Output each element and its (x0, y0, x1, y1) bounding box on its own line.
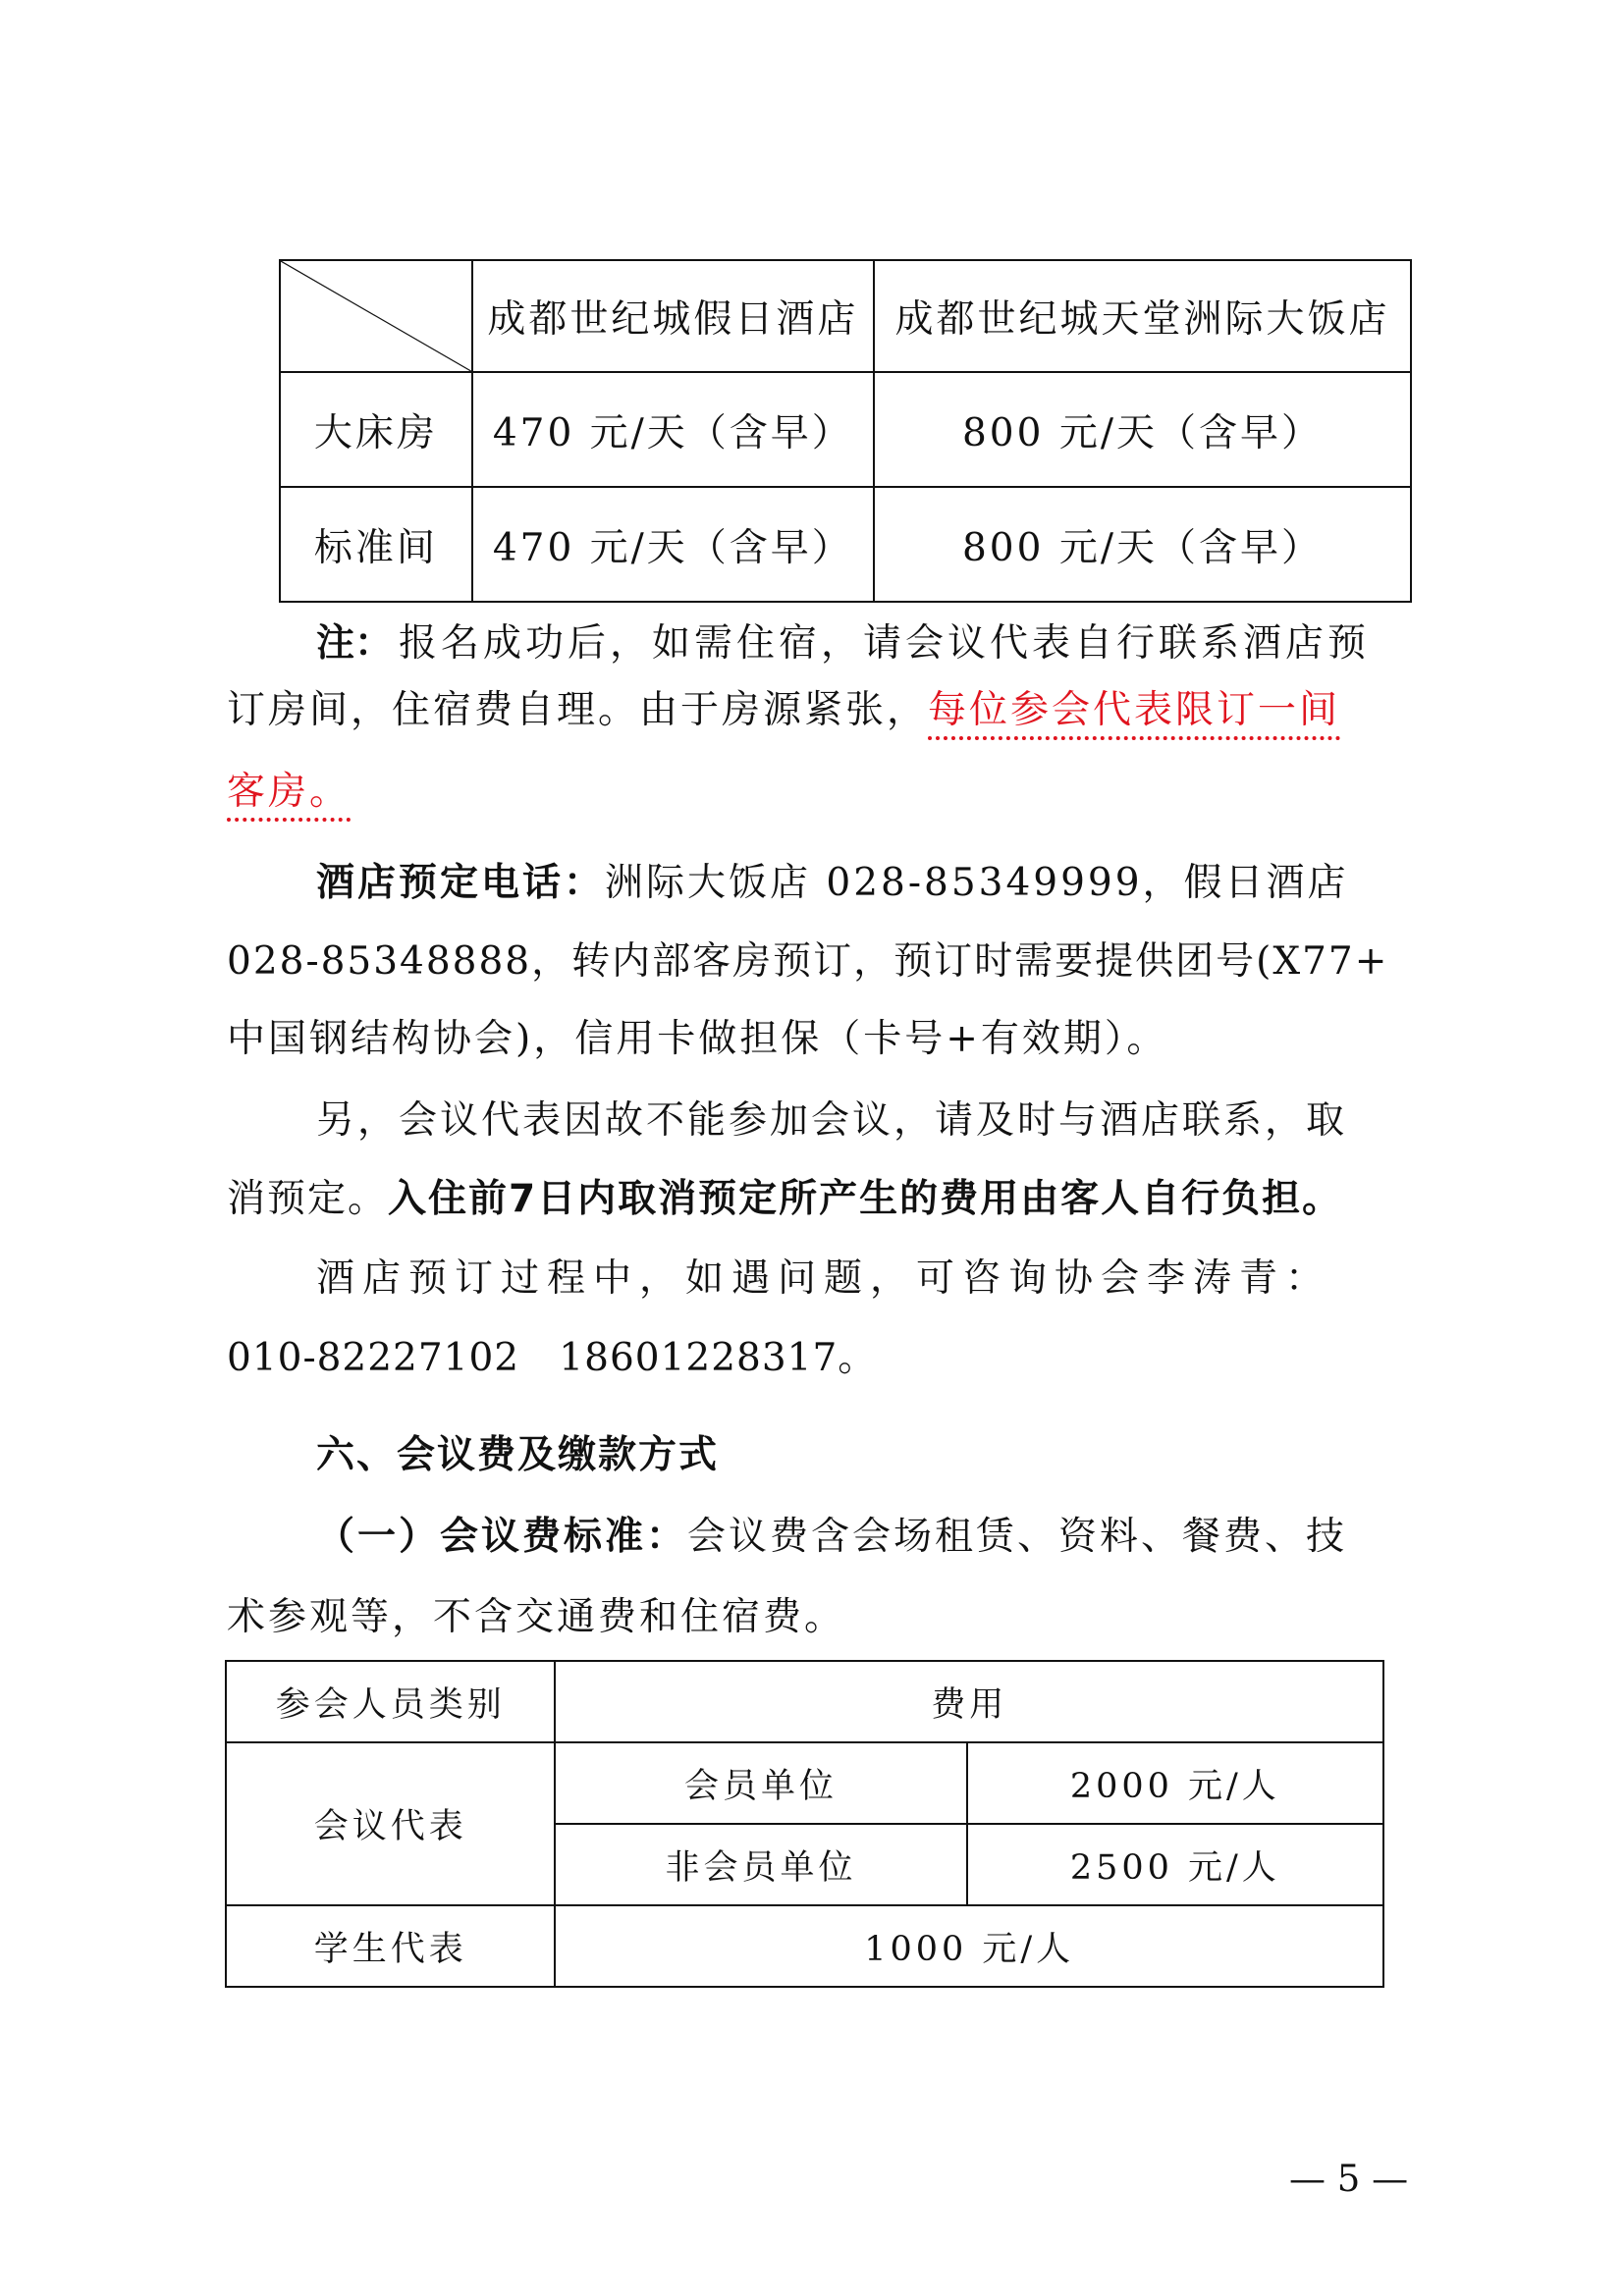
fee-standard-label: （一）会议费标准： (316, 1515, 688, 1559)
intercontinental-price: 800 元/天（含早） (874, 372, 1411, 487)
table-row (226, 1742, 1383, 1824)
hotel-holiday-inn-header: 成都世纪城假日酒店 (472, 260, 874, 372)
note-text-2: 订房间，住宿费自理。由于房源紧张， (227, 688, 929, 732)
note-line-1 (316, 619, 1411, 668)
room-type-label: 标准间 (280, 487, 472, 602)
cancel-text: 消预定。 (227, 1177, 389, 1221)
member-unit-fee: 2000 元/人 (967, 1742, 1383, 1824)
student-label: 学生代表 (226, 1905, 555, 1987)
fee-header: 费用 (555, 1661, 1383, 1742)
note-text-1: 报名成功后，如需住宿，请会议代表自行联系酒店预 (399, 621, 1371, 666)
booking-line-1 (316, 859, 1349, 908)
cancel-line-2 (227, 1175, 1342, 1224)
fee-standard-text: 会议费含会场租赁、资料、餐费、技 (687, 1515, 1348, 1559)
table-row (226, 1905, 1383, 1987)
section-6-heading: 六、会议费及缴款方式 (316, 1433, 720, 1477)
member-unit-label: 会员单位 (555, 1742, 966, 1824)
note-line-2 (227, 686, 1411, 735)
note-line-3 (227, 768, 351, 817)
note-label: 注： (316, 621, 394, 666)
category-header: 参会人员类别 (226, 1661, 555, 1742)
holiday-inn-price: 470 元/天（含早） (472, 487, 874, 602)
diagonal-header-cell (280, 260, 472, 372)
contact-line-1: 酒店预订过程中，如遇问题，可咨询协会李涛青： (316, 1256, 1332, 1301)
non-member-unit-label: 非会员单位 (555, 1824, 966, 1905)
table-row (280, 372, 1411, 487)
page-number: — 5 — (1289, 2158, 1409, 2200)
section-6-sub-line-1 (316, 1513, 1347, 1562)
table-row (280, 487, 1411, 602)
non-member-unit-fee: 2500 元/人 (967, 1824, 1383, 1905)
hotel-intercontinental-header: 成都世纪城天堂洲际大饭店 (874, 260, 1411, 372)
section-6-sub-line-2: 术参观等，不含交通费和住宿费。 (227, 1595, 846, 1639)
room-type-label: 大床房 (280, 372, 472, 487)
contact-line-2: 010-82227102 18601228317。 (227, 1336, 878, 1380)
intercontinental-price: 800 元/天（含早） (874, 487, 1411, 602)
diagonal-line (281, 261, 471, 371)
booking-line-2: 028-85348888，转内部客房预订，预订时需要提供团号(X77+ (227, 939, 1389, 984)
note-red-emphasis-end: 客房。 (227, 770, 352, 814)
booking-text-1: 洲际大饭店 028-85349999，假日酒店 (605, 861, 1349, 905)
booking-label: 酒店预定电话： (316, 861, 606, 905)
fee-table (225, 1660, 1384, 1988)
hotel-price-table (279, 259, 1412, 603)
booking-line-3: 中国钢结构协会)，信用卡做担保（卡号+有效期）。 (227, 1017, 1168, 1061)
representative-label: 会议代表 (226, 1742, 555, 1905)
hotel-table-header-row (280, 260, 1411, 372)
student-fee: 1000 元/人 (555, 1905, 1383, 1987)
cancel-bold-text: 入住前7日内取消预定所产生的费用由客人自行负担。 (388, 1177, 1343, 1221)
holiday-inn-price: 470 元/天（含早） (472, 372, 874, 487)
cancel-line-1: 另，会议代表因故不能参加会议，请及时与酒店联系，取 (316, 1098, 1348, 1143)
note-red-emphasis: 每位参会代表限订一间 (928, 688, 1341, 732)
fee-table-header-row (226, 1661, 1383, 1742)
